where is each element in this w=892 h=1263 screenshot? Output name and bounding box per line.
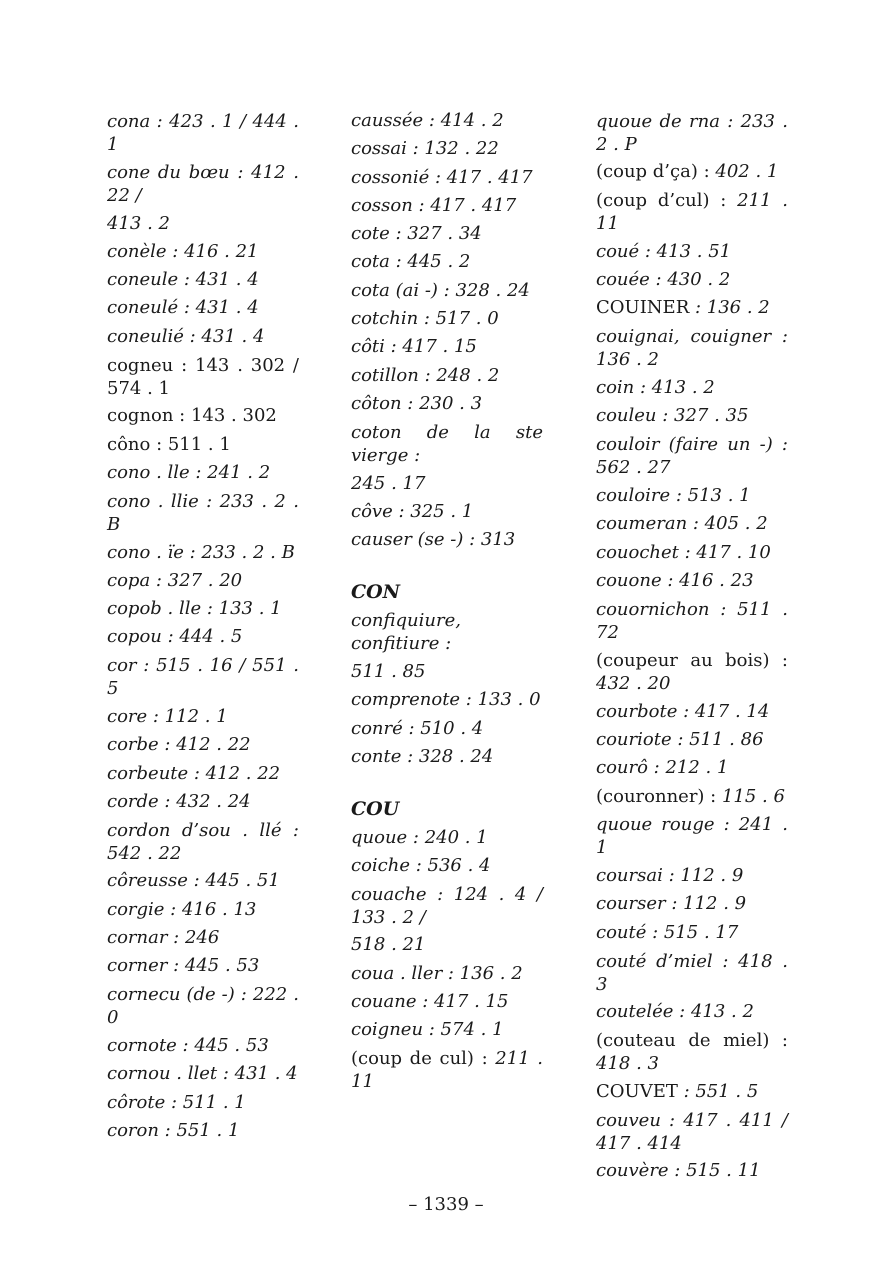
index-entry: cornou . llet : 431 . 4 [107, 1063, 298, 1085]
index-entry: couleu : 327 . 35 [596, 405, 749, 427]
index-entry: 511 . 85 [351, 661, 426, 683]
entry-term: (couteau de miel) : [596, 1030, 788, 1052]
index-entry: cossai : 132 . 22 [351, 138, 499, 160]
index-entry: coiche : 536 . 4 [351, 854, 491, 876]
index-entry [351, 1045, 549, 1096]
index-entry: comprenote : 133 . 0 [351, 689, 541, 711]
index-entry: coigneu : 574 . 1 [351, 1019, 504, 1041]
index-column-2 [351, 107, 549, 1096]
index-entry: couté : 515 . 17 [596, 921, 739, 943]
index-entry: copa : 327 . 20 [107, 569, 243, 591]
entry-reference: 418 . 3 [596, 1030, 794, 1075]
index-entry: cossonié : 417 . 417 [351, 166, 533, 188]
index-entry: cono . llie : 233 . 2 . B [107, 490, 299, 535]
entry-reference: 402 . 1 [709, 161, 779, 183]
index-entry: couornichon : 511 . 72 [596, 598, 788, 643]
index-entry: cognon : 143 . 302 [107, 405, 277, 427]
index-entry: coneulié : 431 . 4 [107, 325, 265, 347]
index-entry: corbe : 412 . 22 [107, 734, 251, 756]
entry-reference: 432 . 20 [596, 650, 794, 695]
index-entry: côreusse : 445 . 51 [107, 870, 280, 892]
index-entry: conèle : 416 . 21 [107, 240, 259, 262]
index-entry: cor : 515 . 16 / 551 . 5 [107, 655, 299, 700]
index-entry: conte : 328 . 24 [351, 745, 494, 767]
index-column-1 [107, 107, 299, 1145]
index-entry: courser : 112 . 9 [596, 893, 747, 915]
index-entry: couloir (faire un -) : 562 . 27 [596, 434, 788, 479]
index-entry: couache : 124 . 4 / 133 . 2 / [351, 883, 543, 928]
entry-term: COUVET [596, 1080, 678, 1102]
index-entry: coneule : 431 . 4 [107, 269, 259, 291]
index-entry: cosson : 417 . 417 [351, 194, 517, 216]
index-entry: côve : 325 . 1 [351, 500, 474, 522]
entry-term: (coup d’cul) : [596, 190, 727, 212]
index-column-3 [596, 107, 794, 1186]
index-entry: cornecu (de -) : 222 . 0 [107, 984, 299, 1029]
index-entry: 245 . 17 [351, 472, 426, 494]
index-entry: côno : 511 . 1 [107, 433, 231, 455]
index-entry: cotchin : 517 . 0 [351, 308, 499, 330]
entry-term: (coup d’ça) : [596, 161, 710, 183]
entry-term: (couronner) : [596, 785, 717, 807]
section-heading: CON [351, 581, 401, 604]
index-entry: corner : 445 . 53 [107, 955, 260, 977]
index-entry: copou : 444 . 5 [107, 626, 243, 648]
index-entry: coin : 413 . 2 [596, 377, 715, 399]
index-entry: causer (se -) : 313 [351, 529, 516, 551]
entry-reference: 211 . 11 [351, 1048, 549, 1093]
index-entry [596, 1078, 788, 1106]
index-entry: couriote : 511 . 86 [596, 728, 764, 750]
section-heading: COU [351, 798, 400, 821]
index-entry: 518 . 21 [351, 934, 426, 956]
index-entry: coué : 413 . 51 [596, 240, 732, 262]
index-entry: côton : 230 . 3 [351, 392, 483, 414]
index-entry: cordon d’sou . llé : 542 . 22 [107, 819, 299, 864]
index-entry: corgie : 416 . 13 [107, 898, 257, 920]
index-entry: 413 . 2 [107, 212, 170, 234]
index-entry: cogneu : 143 . 302 / 574 . 1 [107, 354, 299, 399]
index-entry [596, 646, 794, 697]
entry-term: (coup de cul) : [351, 1048, 488, 1070]
index-entry: copob . lle : 133 . 1 [107, 598, 282, 620]
index-entry: couveu : 417 . 411 / 417 . 414 [596, 1109, 788, 1154]
index-entry: cornote : 445 . 53 [107, 1034, 269, 1056]
index-entry: quoue de rna : 233 . 2 . P [596, 110, 788, 155]
index-entry: couane : 417 . 15 [351, 990, 509, 1012]
entry-reference: : 551 . 5 [677, 1080, 759, 1102]
index-entry: coua . ller : 136 . 2 [351, 962, 523, 984]
index-entry: coursai : 112 . 9 [596, 865, 744, 887]
index-entry: confiquiure, confitiure : [351, 610, 461, 655]
index-entry: corbeute : 412 . 22 [107, 762, 281, 784]
entry-reference: : 136 . 2 [689, 297, 770, 319]
index-entry: coron : 551 . 1 [107, 1119, 240, 1141]
index-entry [596, 294, 788, 322]
index-entry: coutelée : 413 . 2 [596, 1001, 754, 1023]
index-entry: cote : 327 . 34 [351, 223, 482, 245]
index-entry: cornar : 246 [107, 927, 220, 949]
index-entry: côti : 417 . 15 [351, 336, 477, 358]
index-entry: quoue rouge : 241 . 1 [596, 814, 788, 859]
page-number: – 1339 – [408, 1194, 484, 1215]
entry-reference: 115 . 6 [716, 785, 785, 807]
index-entry [596, 158, 788, 186]
index-entry: cona : 423 . 1 / 444 . 1 [107, 110, 299, 155]
index-entry: quoue : 240 . 1 [351, 826, 488, 848]
entry-term: COUINER [596, 297, 690, 319]
index-entry: couée : 430 . 2 [596, 269, 731, 291]
index-entry: cone du bœu : 412 . 22 / [107, 161, 299, 206]
index-entry: coumeran : 405 . 2 [596, 513, 768, 535]
index-entry: couone : 416 . 23 [596, 569, 754, 591]
index-entry: cota : 445 . 2 [351, 251, 471, 273]
index-entry: conré : 510 . 4 [351, 717, 484, 739]
entry-reference: 211 . 11 [596, 190, 794, 235]
index-entry: couochet : 417 . 10 [596, 541, 771, 563]
index-entry: coneulé : 431 . 4 [107, 297, 259, 319]
index-entry: couvère : 515 . 11 [596, 1160, 761, 1182]
index-entry: caussée : 414 . 2 [351, 110, 504, 131]
index-entry: corde : 432 . 24 [107, 790, 251, 812]
index-entry: côrote : 511 . 1 [107, 1091, 246, 1113]
index-entry: couignai, couigner : 136 . 2 [596, 326, 788, 371]
index-entry: courbote : 417 . 14 [596, 700, 770, 722]
index-entry [596, 783, 788, 811]
index-entry: cono . ïe : 233 . 2 . B [107, 541, 295, 563]
index-entry: core : 112 . 1 [107, 705, 228, 727]
entry-term: (coupeur au bois) : [596, 650, 788, 672]
index-entry: cota (ai -) : 328 . 24 [351, 279, 530, 301]
index-entry: courô : 212 . 1 [596, 757, 729, 779]
index-entry: cotillon : 248 . 2 [351, 364, 500, 386]
index-entry: couloire : 513 . 1 [596, 484, 751, 506]
index-entry: cono . lle : 241 . 2 [107, 461, 271, 483]
index-entry: couté d’miel : 418 . 3 [596, 950, 788, 995]
index-entry: coton de la ste vierge : [351, 421, 543, 466]
index-entry [596, 1027, 794, 1078]
index-entry [596, 187, 794, 238]
